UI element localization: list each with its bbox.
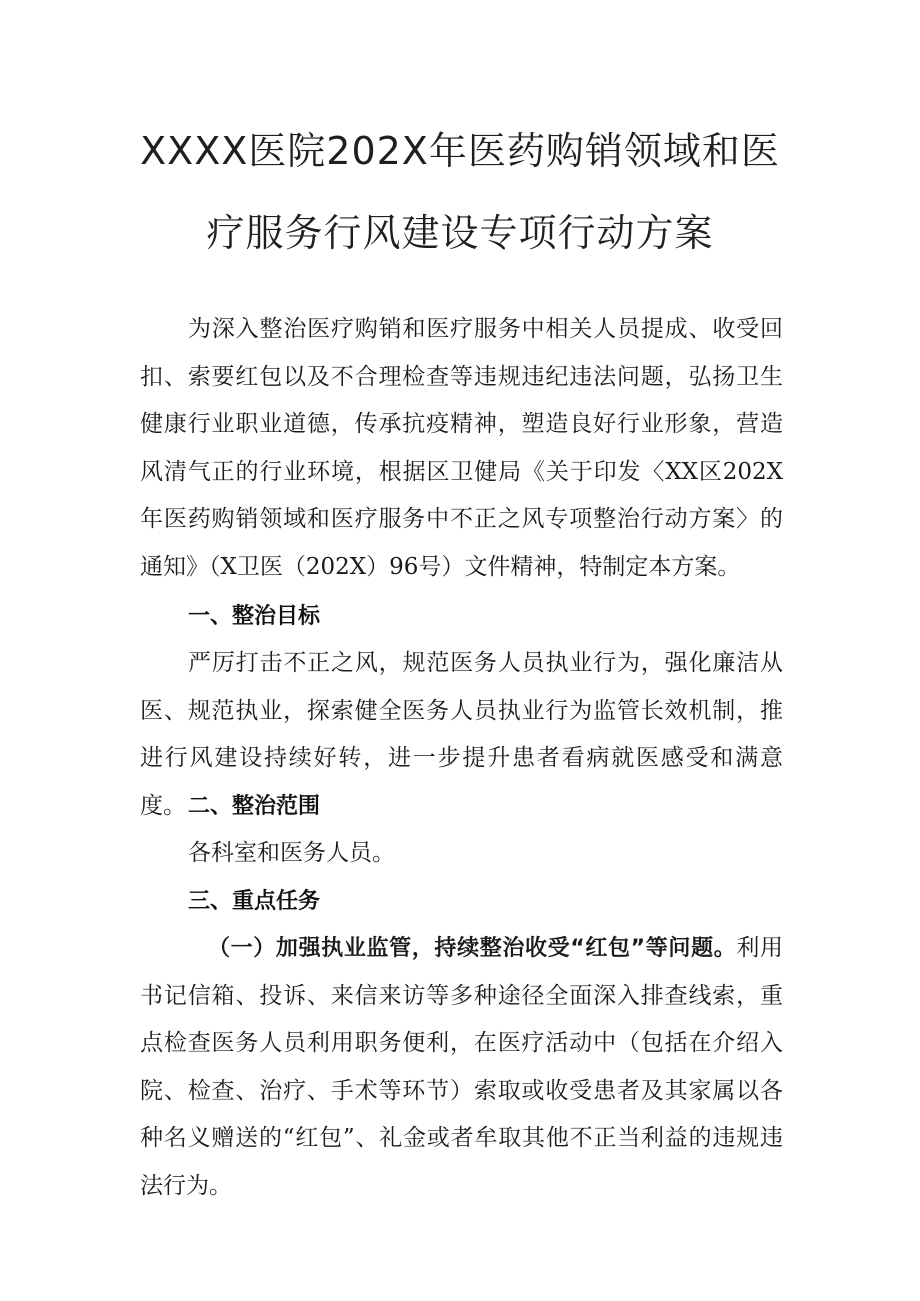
task-1-lead: （一）加强执业监管，持续整治收受“红包”等问题。 (208, 936, 737, 961)
document-title-line-2: 疗服务行风建设专项行动方案 (206, 211, 714, 255)
section-heading-tasks: 三、重点任务 (188, 889, 321, 914)
document-title-line-1: XXXX医院202X年医药购销领域和医 (140, 129, 780, 173)
scope-paragraph: 各科室和医务人员。 (188, 840, 395, 866)
task-1-text: 利用书记信箱、投诉、来信来访等多种途径全面深入排查线索，重点检查医务人员利用职务便利，在医疗活动中（包括在介绍入院、检查、治疗、手术等环节）索取或收受患者及其家属以各种名义赠送的“红包”、礼金或者牟取其他不正当利益的违规违法行为。 (140, 935, 784, 1199)
goal-paragraph: 严厉打击不正之风，规范医务人员执业行为，强化廉洁从医、规范执业，探索健全医务人员执业行为监管长效机制，推进行风建设持续好转，进一步提升患者看病就医感受和满意度。 (140, 650, 783, 819)
section-heading-scope: 二、整治范围 (188, 794, 321, 819)
intro-paragraph: 为深入整治医疗购销和医疗服务中相关人员提成、收受回扣、索要红包以及不合理检查等违规违纪违法问题，弘扬卫生健康行业职业道德，传承抗疫精神，塑造良好行业形象，营造风清气正的行业环境，根据区卫健局《关于印发〈XX区202X年医药购销领域和医疗服务中不正之风专项整治行动方案〉的通知》（X卫医（202X）96号）文件精神，特制定本方案。 (140, 316, 783, 580)
section-heading-goal: 一、整治目标 (188, 604, 321, 629)
task-1-paragraph (140, 925, 783, 1210)
